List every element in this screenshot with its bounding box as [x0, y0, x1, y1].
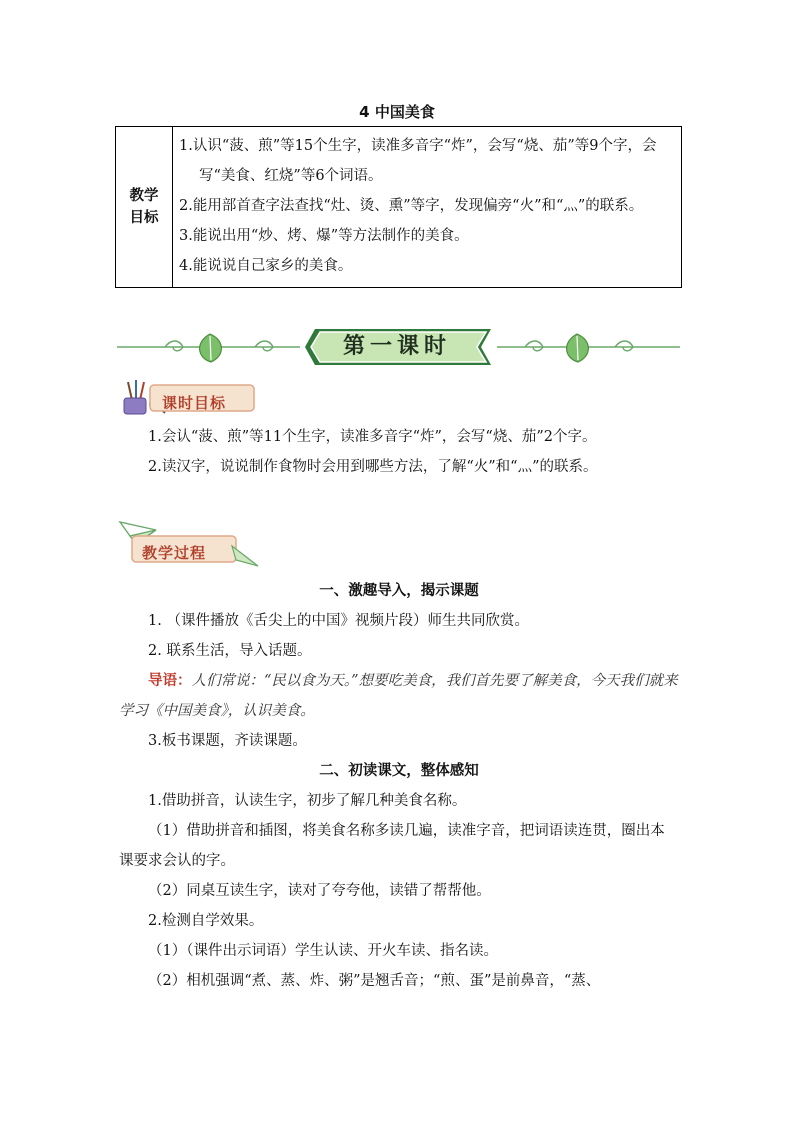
goal-item: 4.能说说自己家乡的美食。: [179, 258, 353, 274]
lesson-goals-tag-label: 课时目标: [162, 394, 227, 412]
goals-label-line2: 目标: [129, 210, 159, 226]
lesson-goal-item: 1.会认“菠、煎”等11个生字，读准多音字“炸”，会写“烧、茄”2个字。: [148, 429, 597, 445]
goals-label-cell: [116, 127, 173, 288]
step-text: 3.板书课题，齐读课题。: [148, 733, 307, 749]
section-heading: 二、初读课文，整体感知: [319, 763, 479, 779]
lead-label: 导语：: [148, 673, 192, 689]
teaching-process-tag-label: 教学过程: [142, 544, 207, 562]
teaching-process-body: [119, 576, 679, 996]
goal-item: 2.能用部首查字法查找“灶、烫、熏”等字，发现偏旁“火”和“灬”的联系。: [179, 198, 644, 214]
step-text: （2）同桌互读生字，读对了夸夸他，读错了帮帮他。: [148, 883, 491, 899]
lesson-goal-item: 2.读汉字，说说制作食物时会用到哪些方法，了解“火”和“灬”的联系。: [148, 459, 598, 475]
goal-item: 3.能说出用“炒、烤、爆”等方法制作的美食。: [179, 228, 469, 244]
lesson-goals-list: [119, 422, 679, 482]
teaching-goals-table: [115, 126, 682, 288]
lead-paragraph: [119, 666, 679, 726]
goal-item: 1.认识“菠、煎”等15个生字，读准多音字“炸”，会写“烧、茄”等9个字，会写“美食、红烧”等6个词语。: [179, 138, 657, 184]
step-text: 2.检测自学效果。: [148, 913, 264, 929]
lesson-banner-title: 第一课时: [342, 334, 451, 359]
pencil-cup-icon: [124, 380, 146, 414]
goals-items-cell: [173, 127, 682, 288]
step-text: （1）（课件出示词语）学生认读、开火车读、指名读。: [148, 943, 498, 959]
step-text: （1）借助拼音和插图，将美食名称多读几遍，读准字音，把词语读连贯，圈出本课要求会认的字。: [119, 823, 665, 869]
step-text: 1.借助拼音，认读生字，初步了解几种美食名称。: [148, 793, 467, 809]
paper-plane-small-icon: [232, 546, 258, 566]
goals-label-line1: 教学: [129, 188, 159, 204]
step-text: 1. （课件播放《舌尖上的中国》视频片段）师生共同欣赏。: [148, 613, 529, 629]
step-text: 2. 联系生活，导入话题。: [148, 643, 312, 659]
lead-text: 人们常说：“民以食为天。”想要吃美食，我们首先要了解美食，今天我们就来学习《中国美食》，认识美食。: [119, 673, 678, 719]
section-heading: 一、激趣导入，揭示课题: [319, 583, 479, 599]
step-text: （2）相机强调“煮、蒸、炸、粥”是翘舌音；“煎、蛋”是前鼻音，“蒸、: [148, 973, 601, 989]
page-title: 4 中国美食: [359, 103, 435, 121]
